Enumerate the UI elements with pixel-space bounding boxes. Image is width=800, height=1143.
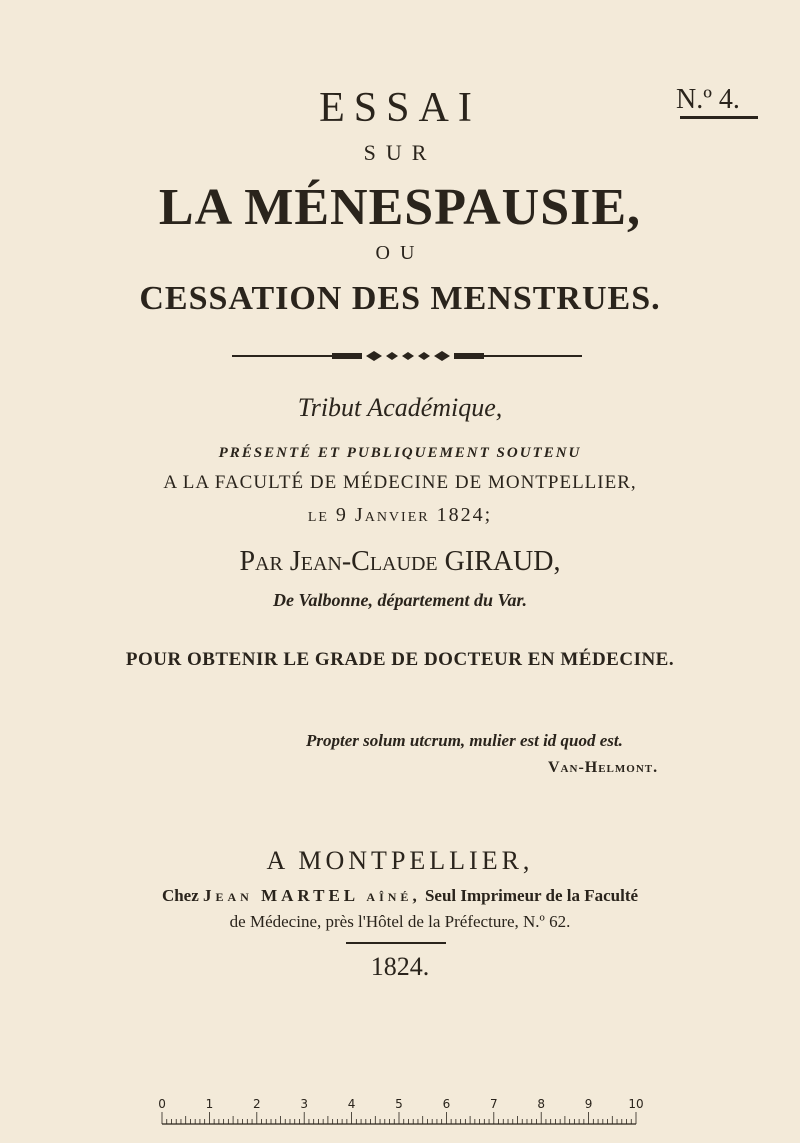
ruler-label: 5 [395, 1097, 403, 1111]
author-origin: De Valbonne, département du Var. [272, 590, 528, 610]
faculte-line: A LA FACULTÉ DE MÉDECINE DE MONTPELLIER, [163, 472, 637, 493]
imprint-year: 1824. [370, 952, 430, 981]
ruler-label: 2 [252, 1097, 261, 1111]
title-ou: OU [375, 242, 425, 264]
imprint-city: A MONTPELLIER, [266, 846, 534, 875]
ornament-divider [232, 349, 582, 363]
title-menespausie: LA MÉNESPAUSIE, [158, 179, 642, 236]
ruler-label: 0 [158, 1097, 166, 1111]
ruler-label: 9 [584, 1097, 593, 1111]
imprint-printer-line1 [0, 886, 800, 906]
ruler-label: 1 [205, 1097, 214, 1111]
degree-purpose: POUR OBTENIR LE GRADE DE DOCTEUR EN MÉDECINE. [125, 649, 675, 670]
ruler-label: 6 [442, 1097, 451, 1111]
ruler-label: 8 [537, 1097, 546, 1111]
imprint-rule [346, 942, 446, 944]
title-sur: SUR [363, 140, 437, 165]
author-line: Par Jean-Claude GIRAUD, [239, 546, 561, 577]
measurement-ruler [158, 1094, 644, 1128]
epigraph-source: Van-Helmont. [548, 759, 659, 776]
presente-line: PRÉSENTÉ ET PUBLIQUEMENT SOUTENU [218, 445, 582, 461]
title-essai: ESSAI [319, 85, 481, 131]
ruler-label: 4 [347, 1097, 356, 1111]
printer-name: Jean MARTEL aîné, [203, 886, 421, 905]
number-underline [680, 116, 758, 119]
title-cessation: CESSATION DES MENSTRUES. [139, 280, 661, 317]
date-line: le 9 Janvier 1824; [307, 504, 493, 526]
ruler-label: 3 [300, 1097, 309, 1111]
ruler-label: 7 [489, 1097, 498, 1111]
printer-rest: Seul Imprimeur de la Faculté [424, 886, 639, 905]
epigraph-quote: Propter solum utcrum, mulier est id quod est. [306, 731, 623, 750]
ruler-label: 10 [628, 1097, 644, 1111]
document-number: N.º 4. [676, 84, 740, 115]
printer-prefix: Chez [161, 886, 199, 905]
tribut-heading: Tribut Académique, [297, 393, 503, 422]
imprint-printer-line2: de Médecine, près l'Hôtel de la Préfecture, N.º 62. [229, 912, 571, 931]
